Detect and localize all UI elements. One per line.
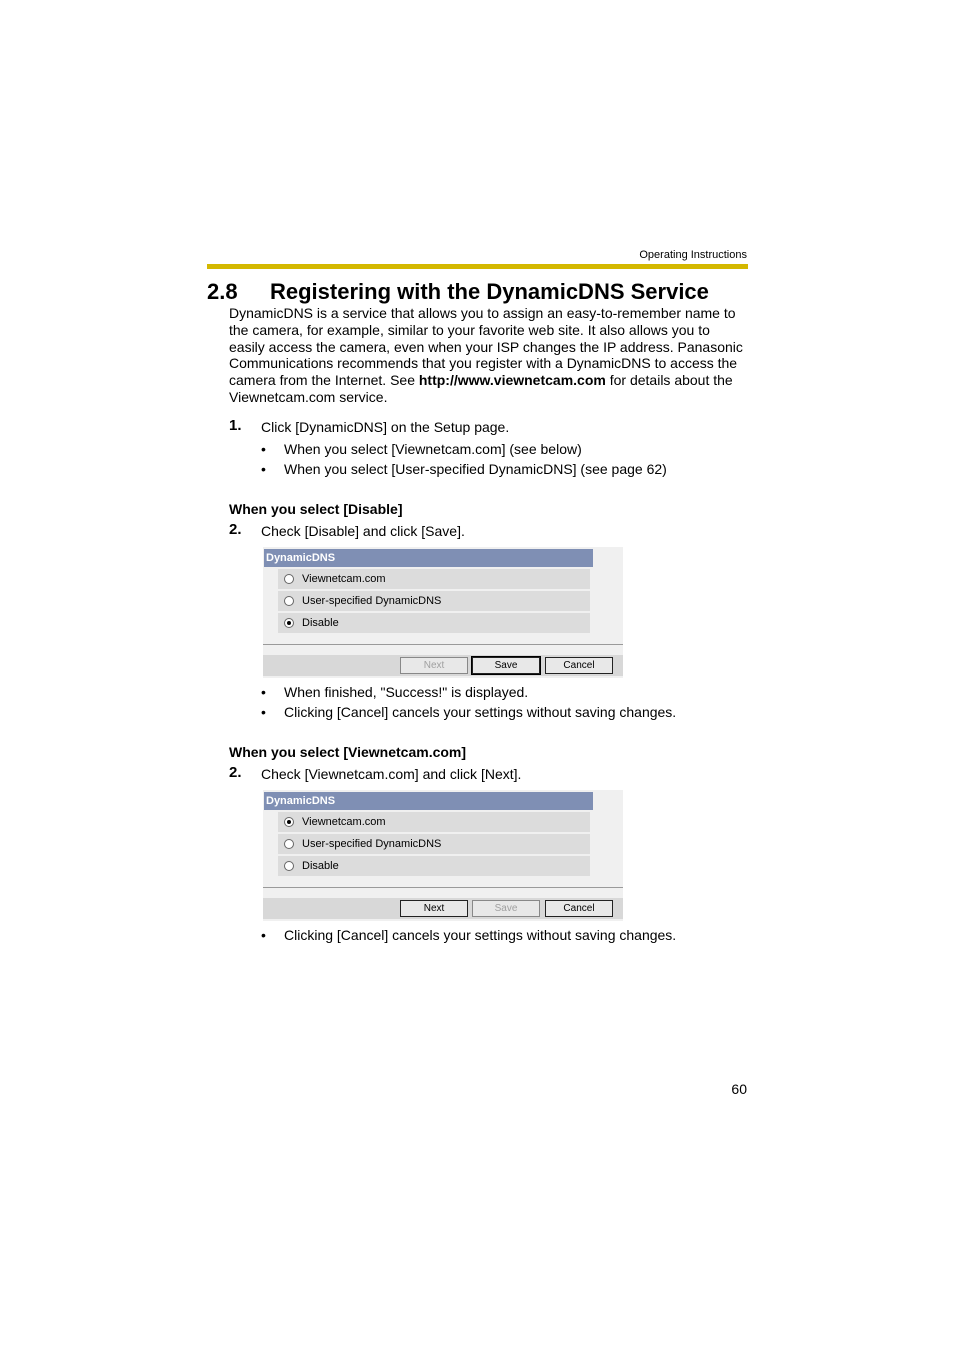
next-button[interactable]: Next: [400, 900, 468, 917]
list-item-text: When finished, "Success!" is displayed.: [284, 684, 529, 700]
header-label: Operating Instructions: [639, 249, 747, 261]
list-item: [261, 461, 667, 477]
list-item-text: When you select [User-specified DynamicDNS] (see page 62): [284, 461, 667, 477]
radio-icon[interactable]: [284, 839, 294, 849]
list-item: [261, 684, 528, 700]
radio-selected-icon[interactable]: [284, 618, 294, 628]
dynamicdns-panel-viewnetcam: [263, 790, 623, 921]
panel-title: DynamicDNS: [264, 792, 593, 810]
dynamicdns-panel-disable: [263, 547, 623, 678]
intro-link[interactable]: http://www.viewnetcam.com: [418, 372, 606, 389]
bullet-icon: •: [261, 704, 266, 720]
option-label: Viewnetcam.com: [302, 573, 386, 585]
step-1-text: Click [DynamicDNS] on the Setup page.: [261, 419, 510, 435]
option-user-specified[interactable]: [278, 591, 590, 611]
radio-icon[interactable]: [284, 861, 294, 871]
next-button[interactable]: Next: [400, 657, 468, 674]
cancel-button[interactable]: Cancel: [545, 657, 613, 674]
page-number: 60: [731, 1081, 747, 1097]
option-label: User-specified DynamicDNS: [302, 595, 442, 607]
intro-paragraph: [229, 305, 749, 406]
option-label: Viewnetcam.com: [302, 816, 386, 828]
list-item-text: When you select [Viewnetcam.com] (see below): [284, 441, 582, 457]
list-item-text: Clicking [Cancel] cancels your settings without saving changes.: [284, 704, 677, 720]
list-item-text: Clicking [Cancel] cancels your settings without saving changes.: [284, 927, 677, 943]
cancel-button[interactable]: Cancel: [545, 900, 613, 917]
list-item: [261, 441, 582, 457]
bullet-icon: •: [261, 441, 266, 457]
button-bar: [263, 898, 623, 919]
option-viewnetcam[interactable]: [278, 569, 590, 589]
section-title: [207, 279, 709, 305]
section-number: 2.8: [207, 279, 238, 304]
viewnetcam-heading: When you select [Viewnetcam.com]: [229, 744, 467, 760]
option-user-specified[interactable]: [278, 834, 590, 854]
save-button[interactable]: Save: [472, 900, 540, 917]
step-2b-number: 2.: [229, 764, 242, 781]
divider: [263, 887, 623, 888]
divider: [263, 644, 623, 645]
header-rule: [207, 264, 748, 269]
radio-icon[interactable]: [284, 574, 294, 584]
radio-icon[interactable]: [284, 596, 294, 606]
step-2-number: 2.: [229, 521, 242, 538]
panel-title: DynamicDNS: [264, 549, 593, 567]
step-2-text: Check [Disable] and click [Save].: [261, 523, 465, 539]
option-label: Disable: [302, 860, 339, 872]
bullet-icon: •: [261, 684, 266, 700]
list-item: [261, 927, 676, 943]
save-button[interactable]: Save: [472, 657, 540, 674]
option-label: User-specified DynamicDNS: [302, 838, 442, 850]
list-item: [261, 704, 676, 720]
bullet-icon: •: [261, 927, 266, 943]
option-viewnetcam[interactable]: [278, 812, 590, 832]
disable-heading: When you select [Disable]: [229, 501, 403, 517]
option-disable[interactable]: [278, 613, 590, 633]
step-1-number: 1.: [229, 417, 242, 434]
button-bar: [263, 655, 623, 676]
bullet-icon: •: [261, 461, 266, 477]
section-title-text: Registering with the DynamicDNS Service: [270, 279, 709, 304]
option-label: Disable: [302, 617, 339, 629]
step-2b-text: Check [Viewnetcam.com] and click [Next].: [261, 766, 522, 782]
intro-text-1: DynamicDNS is a service that allows you to assign an easy-to-remember name to the camera, for example, similar to your favorite web site. It also allows you to easily access the camera, even when your ISP changes the IP address. Panasonic Communications recommends that you register with a DynamicDNS to access the camera from the Internet. See: [229, 305, 743, 389]
intro-text-2: for details about the Viewnetcam.com service.: [229, 372, 733, 405]
radio-selected-icon[interactable]: [284, 817, 294, 827]
option-disable[interactable]: [278, 856, 590, 876]
